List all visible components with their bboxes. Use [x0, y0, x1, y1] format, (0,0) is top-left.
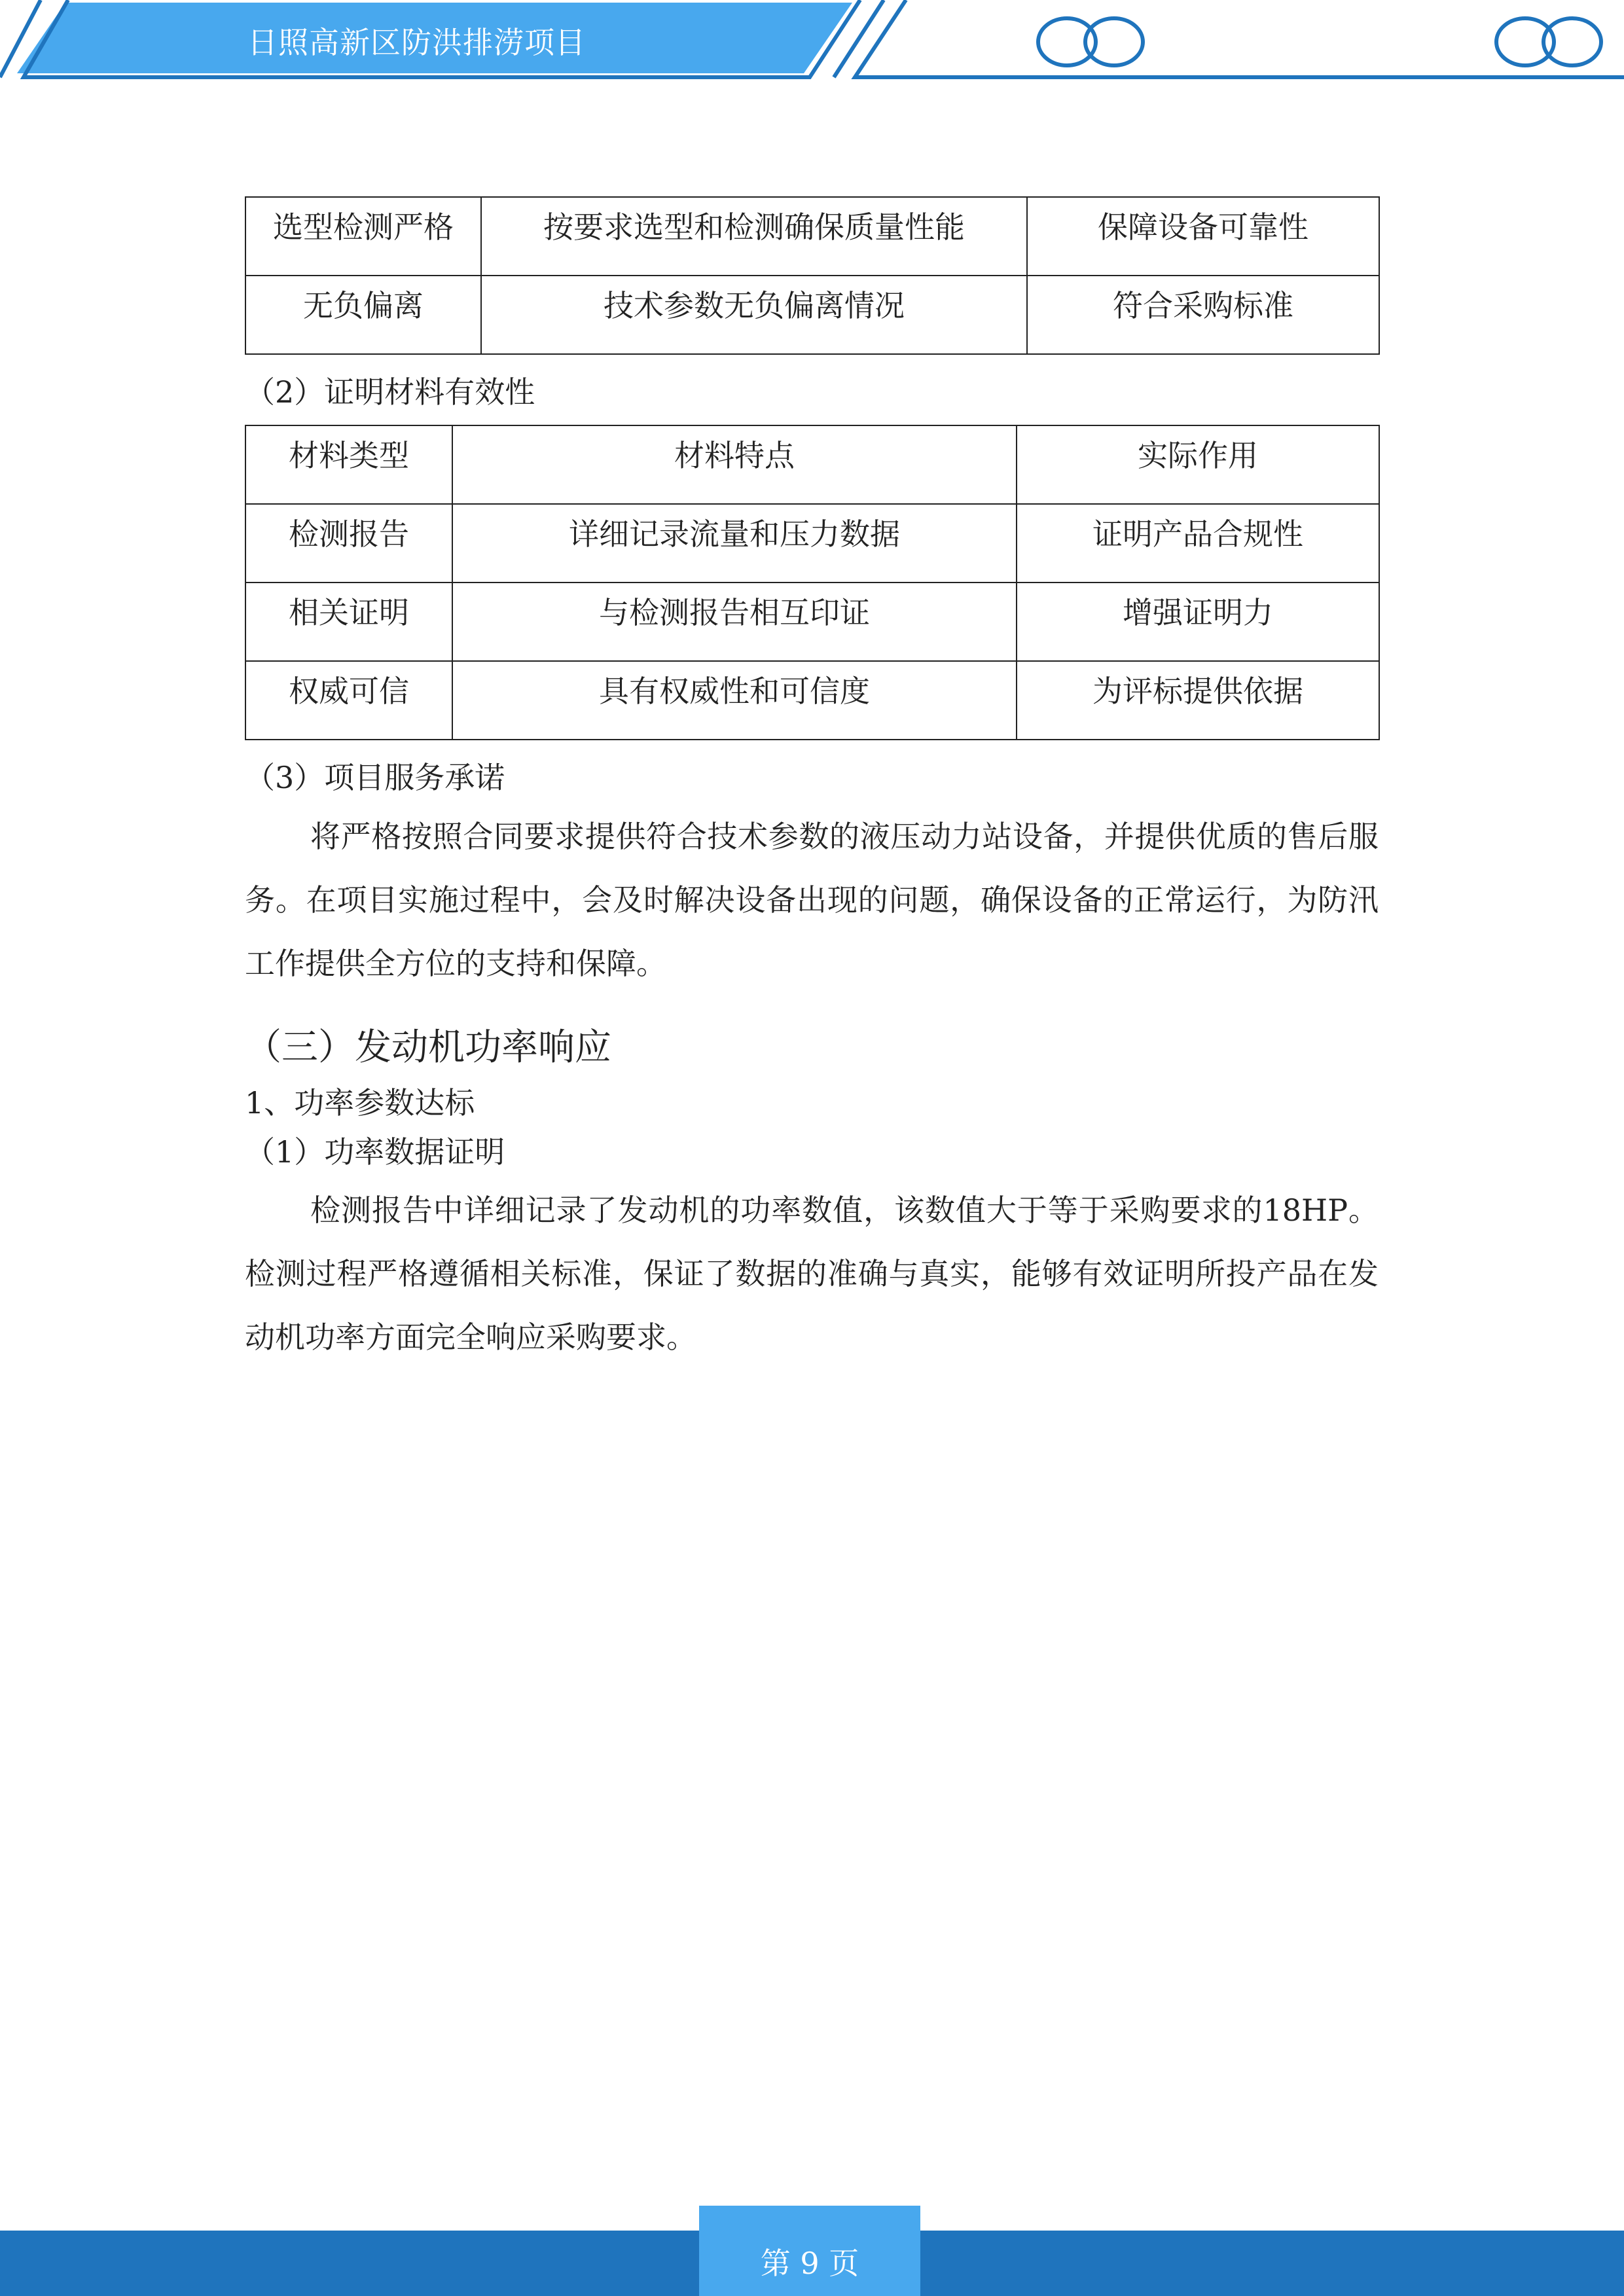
table-cell: 与检测报告相互印证	[452, 583, 1017, 661]
table-compliance	[245, 196, 1380, 355]
paragraph-service-commitment: 将严格按照合同要求提供符合技术参数的液压动力站设备，并提供优质的售后服务。在项目实施过程中，会及时解决设备出现的问题，确保设备的正常运行，为防汛工作提供全方位的支持和保障。	[245, 819, 1379, 982]
section-heading-engine-power: （三）发动机功率响应	[245, 1026, 611, 1069]
table-cell: 选型检测严格	[245, 197, 481, 276]
table-cell: 具有权威性和可信度	[452, 661, 1017, 740]
subheading-power-data-proof: （1）功率数据证明	[245, 1134, 505, 1170]
paragraph-power-data: 检测报告中详细记录了发动机的功率数值，该数值大于等于采购要求的18HP。检测过程严格遵循相关标准，保证了数据的准确与真实，能够有效证明所投产品在发动机功率方面完全响应采购要求。	[245, 1192, 1379, 1355]
table-cell: 证明产品合规性	[1017, 504, 1379, 583]
caption-service-commitment: （3）项目服务承诺	[245, 760, 505, 796]
table-row	[245, 504, 1379, 583]
header-banner	[0, 0, 1624, 85]
table-row	[245, 661, 1379, 740]
table-cell: 保障设备可靠性	[1027, 197, 1379, 276]
caption-material-validity: （2）证明材料有效性	[245, 374, 535, 410]
table-cell: 按要求选型和检测确保质量性能	[481, 197, 1027, 276]
table-cell: 检测报告	[245, 504, 452, 583]
table-row	[245, 583, 1379, 661]
header-rule-right	[855, 0, 1624, 77]
table-header-row	[245, 425, 1379, 504]
table-cell: 符合采购标准	[1027, 276, 1379, 354]
table-cell: 详细记录流量和压力数据	[452, 504, 1017, 583]
table-cell: 为评标提供依据	[1017, 661, 1379, 740]
header-title: 日照高新区防洪排涝项目	[247, 25, 586, 60]
table-materials	[245, 425, 1380, 740]
double-ring-icon	[1496, 18, 1601, 65]
double-ring-icon	[1038, 18, 1143, 65]
table-row	[245, 197, 1379, 276]
table-cell: 相关证明	[245, 583, 452, 661]
table-row	[245, 276, 1379, 354]
page-number: 第 9 页	[760, 2246, 859, 2281]
table-cell: 技术参数无负偏离情况	[481, 276, 1027, 354]
table-header-cell: 实际作用	[1017, 425, 1379, 504]
table-cell: 权威可信	[245, 661, 452, 740]
table-cell: 无负偏离	[245, 276, 481, 354]
table-cell: 增强证明力	[1017, 583, 1379, 661]
table-header-cell: 材料类型	[245, 425, 452, 504]
subheading-power-parameters: 1、功率参数达标	[245, 1085, 475, 1121]
document-body	[245, 196, 1379, 1369]
table-header-cell: 材料特点	[452, 425, 1017, 504]
